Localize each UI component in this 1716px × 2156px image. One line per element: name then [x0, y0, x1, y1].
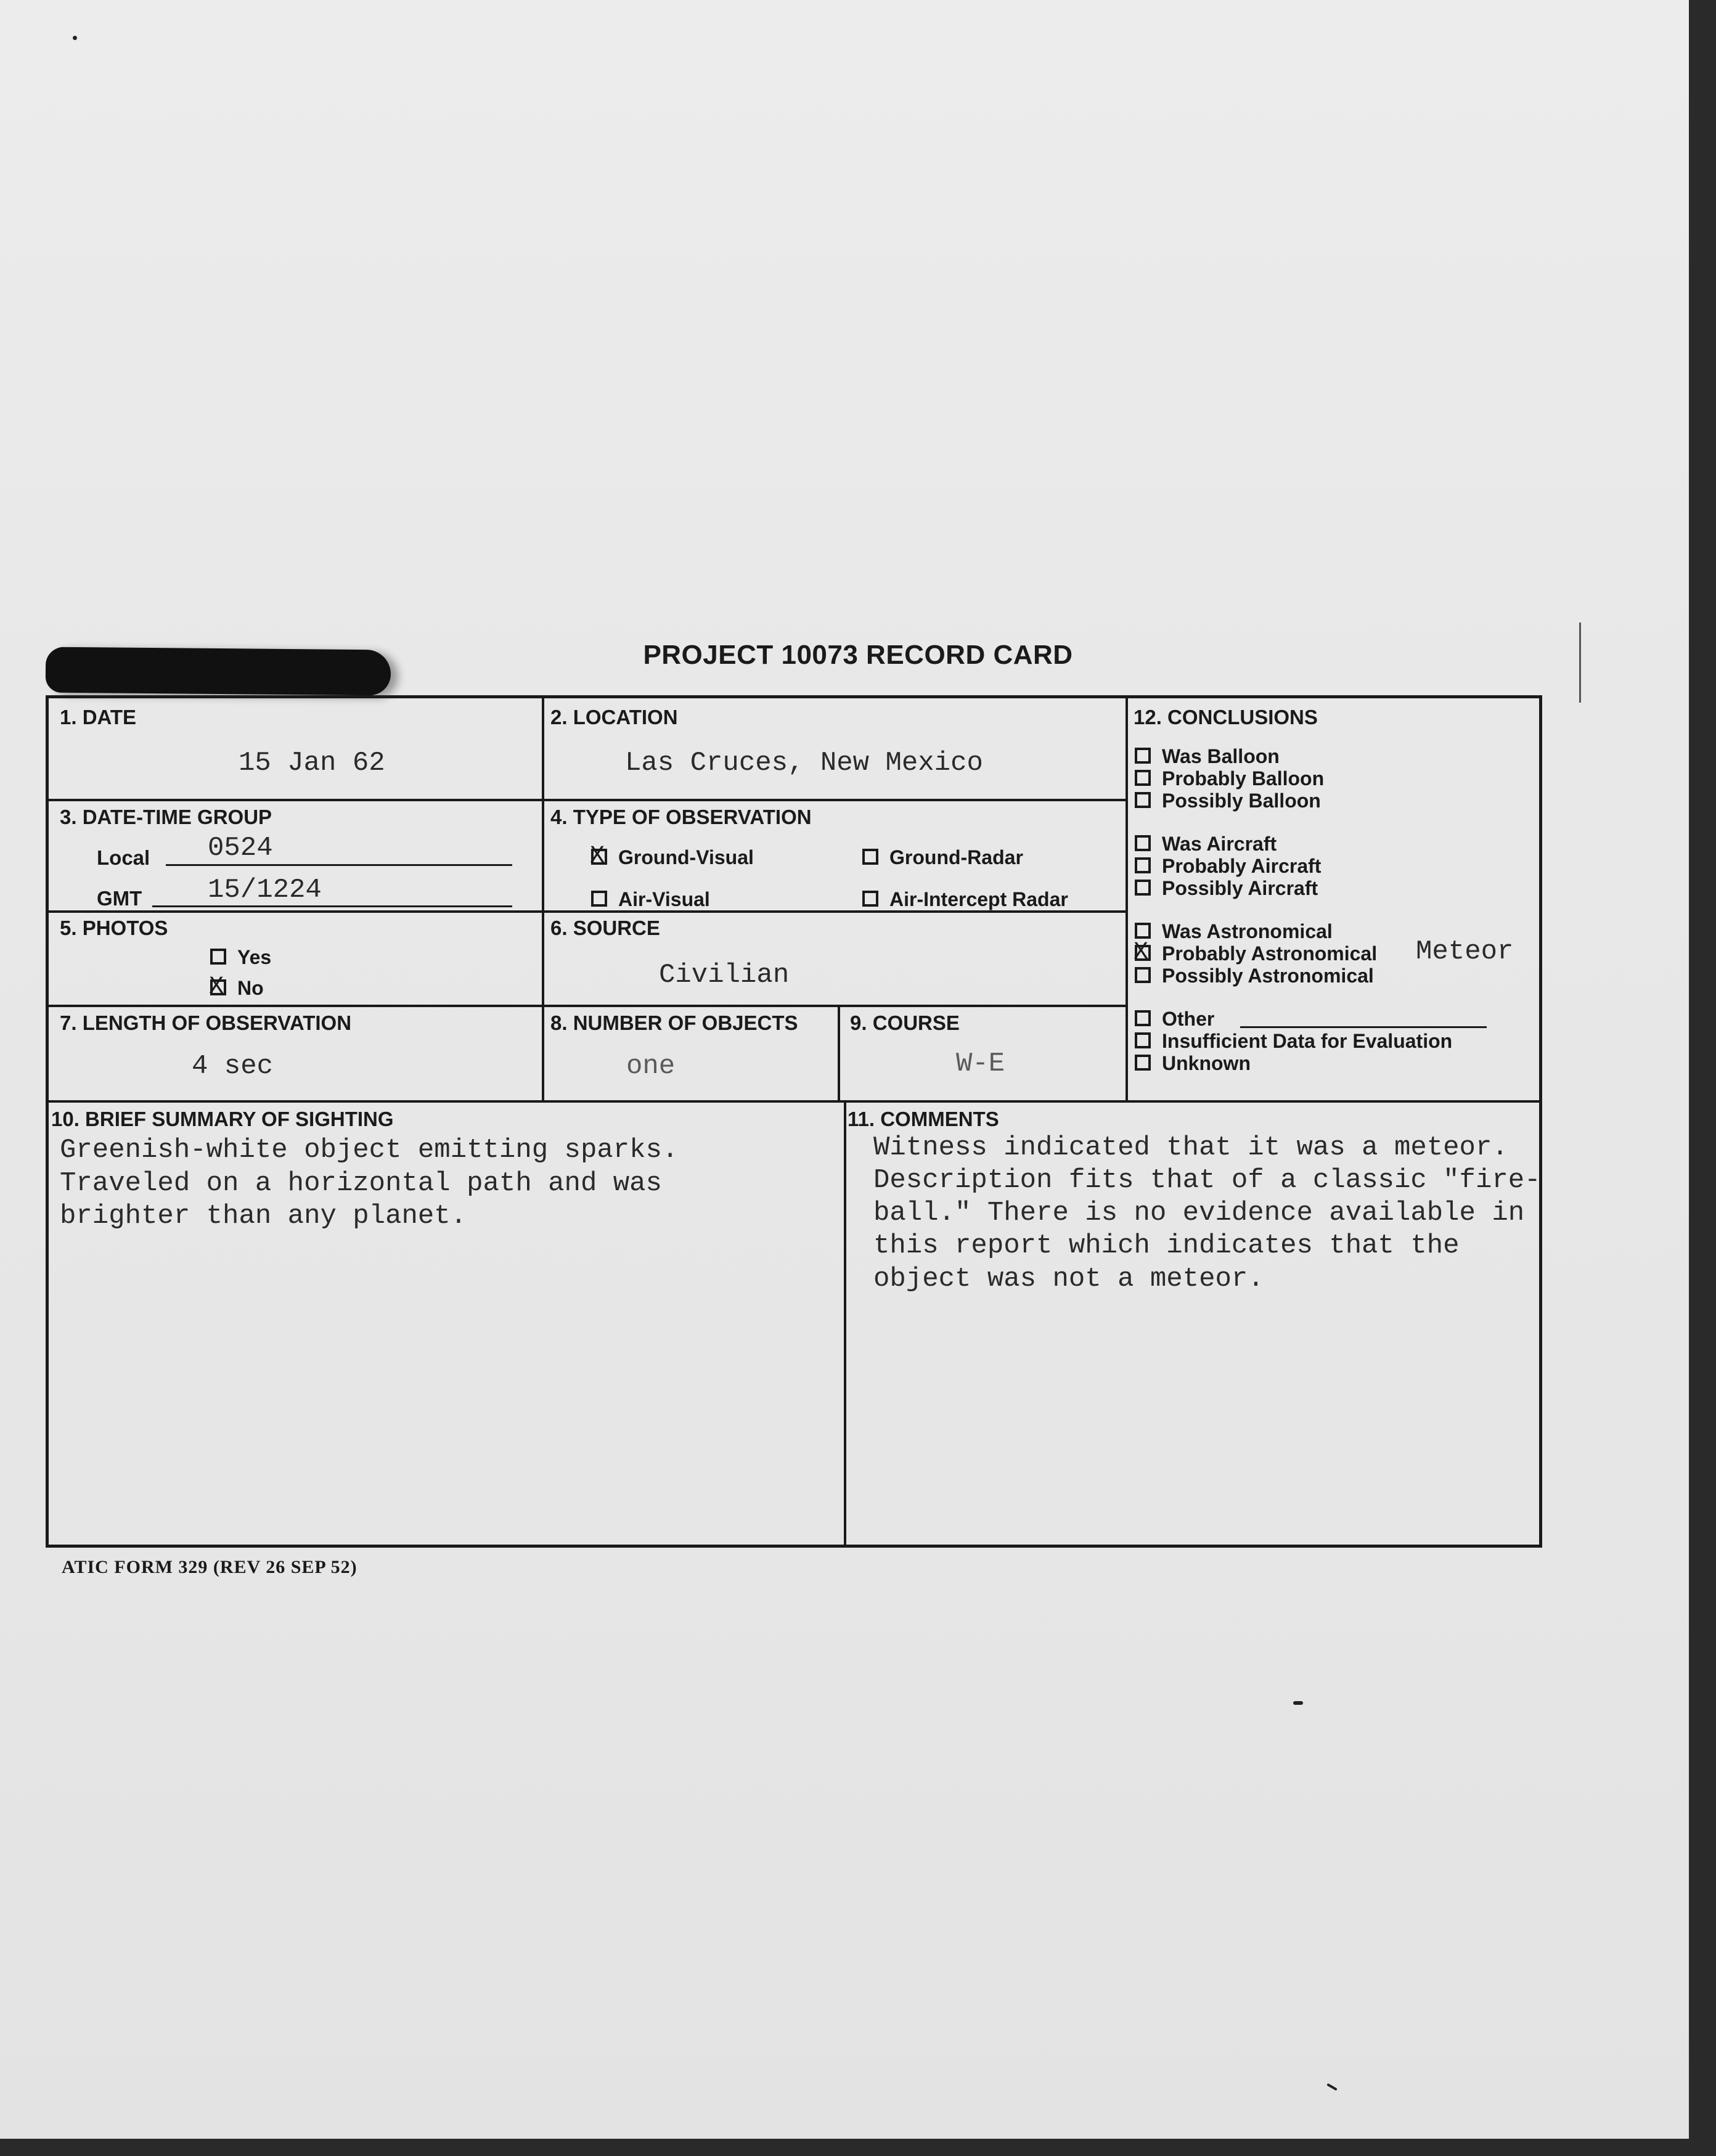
divider	[542, 698, 544, 1100]
gmt-label: GMT	[97, 887, 142, 910]
dust-speck	[73, 36, 77, 40]
comments-line: object was not a meteor.	[873, 1264, 1264, 1294]
divider	[49, 1005, 1126, 1007]
checkbox-icon	[862, 891, 878, 907]
length-of-observation-value: 4 sec	[192, 1051, 274, 1082]
scan-edge-right	[1689, 0, 1716, 2156]
scan-edge-bottom	[0, 2139, 1716, 2156]
checkbox-icon	[1135, 835, 1151, 851]
conclusion-unknown: Unknown	[1135, 1052, 1251, 1075]
date-time-group-label: 3. DATE-TIME GROUP	[60, 806, 272, 828]
divider	[49, 799, 1126, 801]
divider	[1126, 698, 1128, 1100]
conclusion-possibly-balloon: Possibly Balloon	[1135, 790, 1321, 812]
location-label: 2. LOCATION	[550, 706, 678, 729]
card-title: PROJECT 10073 RECORD CARD	[643, 640, 1073, 670]
conclusion-was-aircraft: Was Aircraft	[1135, 833, 1277, 855]
checkbox-icon	[1135, 880, 1151, 896]
comments-line: this report which indicates that the	[873, 1230, 1460, 1261]
checkbox-icon	[1135, 1055, 1151, 1071]
checkbox-icon	[1135, 1032, 1151, 1048]
option-photos-yes: Yes	[210, 946, 271, 969]
summary-label: 10. BRIEF SUMMARY OF SIGHTING	[51, 1108, 394, 1130]
checkbox-icon	[210, 949, 226, 965]
summary-line: Traveled on a horizontal path and was	[60, 1168, 662, 1199]
local-time-value: 0524	[208, 833, 273, 864]
conclusion-possibly-astronomical: Possibly Astronomical	[1135, 965, 1374, 987]
date-label: 1. DATE	[60, 706, 137, 729]
length-of-observation-label: 7. LENGTH OF OBSERVATION	[60, 1011, 352, 1034]
dust-speck	[1293, 1701, 1303, 1705]
comments-line: Witness indicated that it was a meteor.	[873, 1132, 1508, 1163]
conclusion-probably-astronomical: XProbably Astronomical	[1135, 942, 1377, 965]
checkbox-icon	[1135, 967, 1151, 983]
date-value: 15 Jan 62	[239, 748, 385, 778]
photos-label: 5. PHOTOS	[60, 917, 168, 939]
checkbox-icon	[1135, 1010, 1151, 1026]
checkbox-icon	[862, 849, 878, 865]
option-air-intercept-radar: Air-Intercept Radar	[862, 888, 1068, 911]
local-label: Local	[97, 846, 150, 869]
option-photos-no: XNo	[210, 977, 264, 1000]
comments-line: ball." There is no evidence available in	[873, 1198, 1525, 1228]
location-value: Las Cruces, New Mexico	[625, 748, 983, 778]
gmt-time-value: 15/1224	[208, 875, 322, 905]
summary-line: Greenish-white object emitting sparks.	[60, 1135, 679, 1166]
checkbox-icon	[1135, 923, 1151, 939]
divider	[844, 1100, 846, 1548]
option-ground-radar: Ground-Radar	[862, 846, 1023, 869]
option-ground-visual: XGround-Visual	[591, 846, 754, 869]
conclusion-was-balloon: Was Balloon	[1135, 745, 1280, 768]
conclusion-probably-balloon: Probably Balloon	[1135, 767, 1324, 790]
conclusion-probably-aircraft: Probably Aircraft	[1135, 855, 1321, 878]
comments-line: Description fits that of a classic "fire-	[873, 1165, 1541, 1196]
conclusion-other: Other	[1135, 1008, 1214, 1031]
other-fill-line	[1240, 1026, 1487, 1028]
checked-box-icon	[210, 979, 226, 995]
divider	[838, 1005, 840, 1100]
conclusion-possibly-aircraft: Possibly Aircraft	[1135, 877, 1318, 900]
type-of-observation-label: 4. TYPE OF OBSERVATION	[550, 806, 812, 828]
checkbox-icon	[1135, 792, 1151, 808]
checkbox-icon	[1135, 770, 1151, 786]
conclusion-insufficient-data: Insufficient Data for Evaluation	[1135, 1030, 1452, 1053]
form-footer: ATIC FORM 329 (REV 26 SEP 52)	[62, 1557, 358, 1577]
record-card	[46, 695, 1542, 1548]
source-label: 6. SOURCE	[550, 917, 660, 939]
checked-box-icon	[591, 849, 607, 865]
checkbox-icon	[1135, 748, 1151, 764]
checkbox-icon	[1135, 857, 1151, 873]
conclusion-was-astronomical: Was Astronomical	[1135, 920, 1333, 943]
source-value: Civilian	[659, 960, 790, 990]
number-of-objects-label: 8. NUMBER OF OBJECTS	[550, 1011, 798, 1034]
conclusion-handwritten-note: Meteor	[1416, 936, 1514, 967]
divider	[49, 1100, 1539, 1103]
gmt-fill-line	[152, 905, 512, 907]
course-label: 9. COURSE	[850, 1011, 960, 1034]
option-air-visual: Air-Visual	[591, 888, 710, 911]
comments-label: 11. COMMENTS	[848, 1108, 999, 1130]
checkbox-icon	[591, 891, 607, 907]
number-of-objects-value: one	[626, 1051, 676, 1082]
local-fill-line	[166, 864, 512, 866]
checked-box-icon	[1135, 945, 1151, 961]
course-value: W-E	[956, 1048, 1005, 1079]
conclusions-label: 12. CONCLUSIONS	[1134, 706, 1318, 729]
summary-line: brighter than any planet.	[60, 1201, 467, 1231]
